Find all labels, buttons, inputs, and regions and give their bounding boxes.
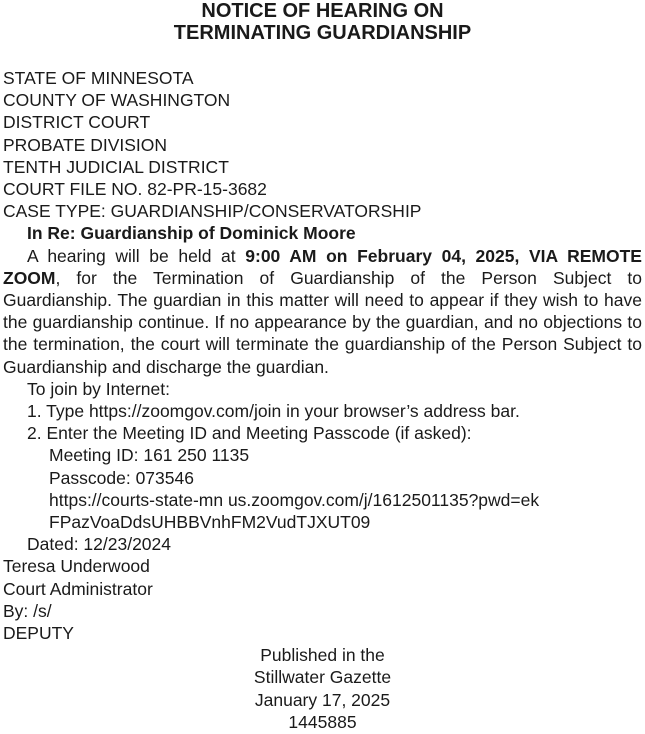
- join-step-2: 2. Enter the Meeting ID and Meeting Passcode (if asked):: [27, 423, 472, 444]
- header-district: TENTH JUDICIAL DISTRICT: [3, 156, 229, 177]
- notice-title: [3, 0, 642, 44]
- signer-title: Court Administrator: [3, 578, 153, 599]
- header-state: STATE OF MINNESOTA: [3, 68, 194, 88]
- signature-by: By: /s/: [3, 600, 52, 621]
- header-division: PROBATE DIVISION: [3, 134, 168, 155]
- header-file-no: COURT FILE NO. 82-PR-15-3682: [3, 179, 267, 200]
- meeting-id: Meeting ID: 161 250 1135: [49, 445, 250, 466]
- meeting-url-line-1: https://courts-state-mn us.zoomgov.com/j/1612501135?pwd=ek: [49, 489, 540, 510]
- publication-number: 1445885: [288, 711, 357, 732]
- header-case-type: CASE TYPE: GUARDIANSHIP/CONSERVATORSHIP: [3, 201, 422, 222]
- title-line-1: NOTICE OF HEARING ON: [201, 0, 444, 22]
- join-heading: To join by Internet:: [27, 378, 170, 399]
- meeting-url-line-2: FPazVoaDdsUHBBVnhFM2VudTJXUT09: [49, 512, 371, 533]
- publication-name: Stillwater Gazette: [253, 667, 392, 688]
- notice-body: [3, 67, 642, 733]
- header-court: DISTRICT COURT: [3, 112, 151, 133]
- in-re-heading: In Re: Guardianship of Dominick Moore: [27, 223, 356, 244]
- signer-role: DEPUTY: [3, 623, 74, 644]
- publication-info: [3, 644, 642, 733]
- join-step-1: 1. Type https://zoomgov.com/join in your browser’s address bar.: [27, 401, 520, 422]
- signer-name: Teresa Underwood: [3, 556, 150, 577]
- meeting-passcode: Passcode: 073546: [49, 467, 194, 488]
- header-county: COUNTY OF WASHINGTON: [3, 90, 231, 111]
- dated-line: Dated: 12/23/2024: [27, 534, 172, 555]
- hearing-intro: A hearing will be held at: [27, 245, 246, 266]
- hearing-details: , for the Termination of Guardianship of the Person Subject to Guardianship. The guardian in this matter will need to appear if they wish to have the guardianship continue. If no appearance by the guardian, and no objections to the termination, the court will terminate the guardianship of the Person Subject to Guardianship and discharge the guardian.: [3, 267, 642, 377]
- hearing-paragraph: [3, 245, 642, 378]
- publication-date: January 17, 2025: [254, 689, 391, 710]
- title-line-2: TERMINATING GUARDIANSHIP: [173, 22, 472, 44]
- hearing-datetime: 9:00 AM on February 04, 2025, VIA REMOTE ZOOM: [3, 245, 642, 288]
- publication-line-1: Published in the: [260, 645, 385, 666]
